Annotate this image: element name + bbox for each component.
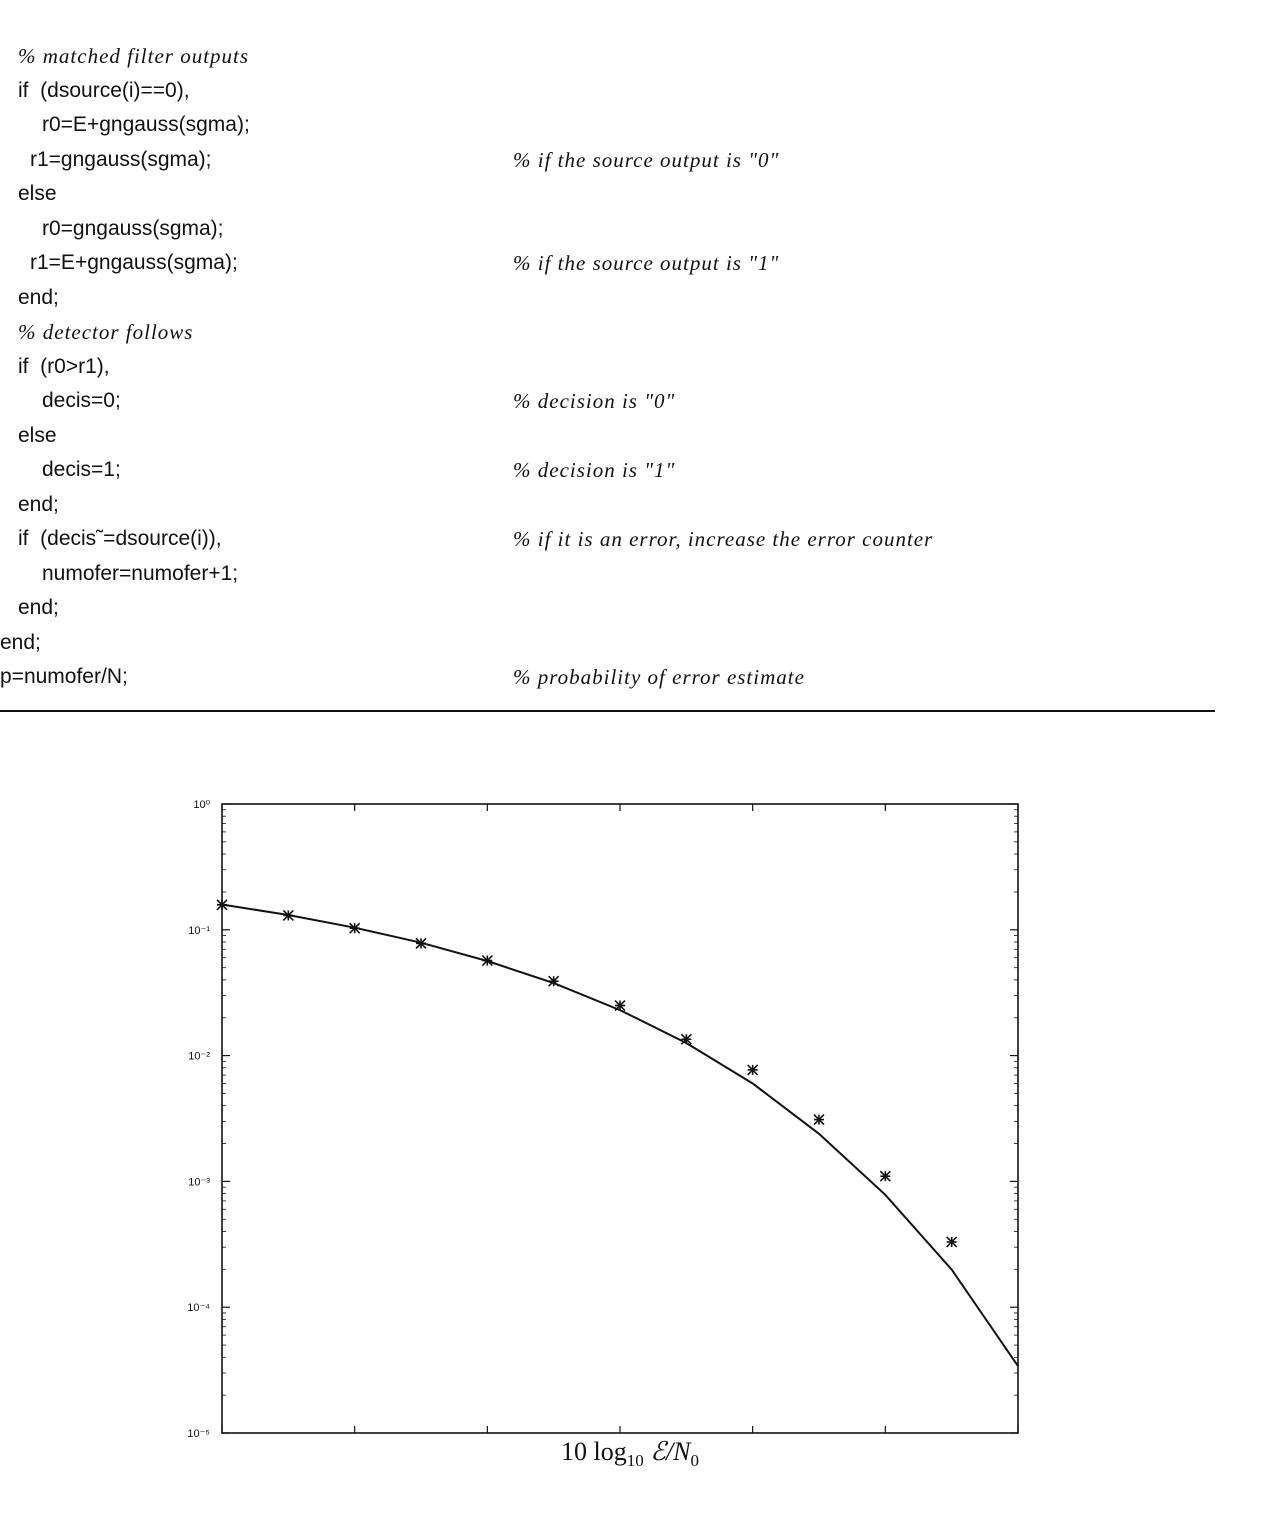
code-comment: % decision is "0" <box>513 389 676 413</box>
simulation-point <box>416 938 426 948</box>
code-comment: % probability of error estimate <box>513 665 805 689</box>
simulation-point <box>350 923 360 933</box>
code-line: r0=gngauss(sgma); <box>42 216 224 240</box>
y-tick-label: 10⁻⁴ <box>187 1302 210 1315</box>
code-line: if (r0>r1), <box>18 354 110 378</box>
code-line: else <box>18 423 57 447</box>
y-tick-label: 10⁻⁵ <box>187 1428 210 1440</box>
simulation-point <box>814 1115 824 1125</box>
code-line: r1=E+gngauss(sgma); <box>30 251 238 274</box>
y-tick-label: 10⁰ <box>193 799 210 811</box>
simulation-point <box>615 1001 625 1011</box>
code-line: end; <box>0 630 41 654</box>
matlab-code-listing <box>0 0 1287 700</box>
simulation-point <box>482 956 492 966</box>
code-line: p=numofer/N; <box>0 665 128 688</box>
code-line: end; <box>18 285 59 309</box>
simulation-point <box>549 976 559 986</box>
code-line: numofer=numofer+1; <box>42 561 239 585</box>
code-line: if (decis˜=dsource(i)), <box>18 527 222 550</box>
y-tick-label: 10⁻² <box>188 1050 210 1063</box>
simulation-point <box>880 1171 890 1181</box>
code-line: if (dsource(i)==0), <box>18 78 190 102</box>
horizontal-rule <box>0 710 1215 712</box>
code-line: end; <box>18 596 59 619</box>
code-comment: % matched filter outputs <box>18 44 250 68</box>
code-line: decis=0; <box>42 389 121 412</box>
simulation-point <box>748 1065 758 1075</box>
code-line: end; <box>18 492 59 516</box>
code-line: r0=E+gngauss(sgma); <box>42 113 250 136</box>
plot-frame <box>222 804 1018 1433</box>
y-tick-label: 10⁻¹ <box>188 924 210 937</box>
code-comment: % if the source output is "0" <box>513 147 780 172</box>
probability-of-error-chart <box>0 760 1100 1440</box>
code-line: decis=1; <box>42 458 121 481</box>
simulation-point <box>681 1034 691 1044</box>
code-line: else <box>18 182 57 205</box>
y-tick-label: 10⁻³ <box>188 1176 210 1189</box>
x-axis-label: 10 $\log_{10}$ $ℰ/N_0$ <box>560 1437 700 1470</box>
simulation-point <box>283 910 293 920</box>
code-comment: % detector follows <box>18 320 194 344</box>
code-comment: % decision is "1" <box>513 458 676 482</box>
simulation-point <box>947 1237 957 1247</box>
code-comment: % if the source output is "1" <box>513 251 780 275</box>
code-comment: % if it is an error, increase the error counter <box>513 527 934 551</box>
simulation-point <box>217 900 227 910</box>
code-line: r1=gngauss(sgma); <box>30 147 212 171</box>
theory-curve <box>222 905 1018 1367</box>
